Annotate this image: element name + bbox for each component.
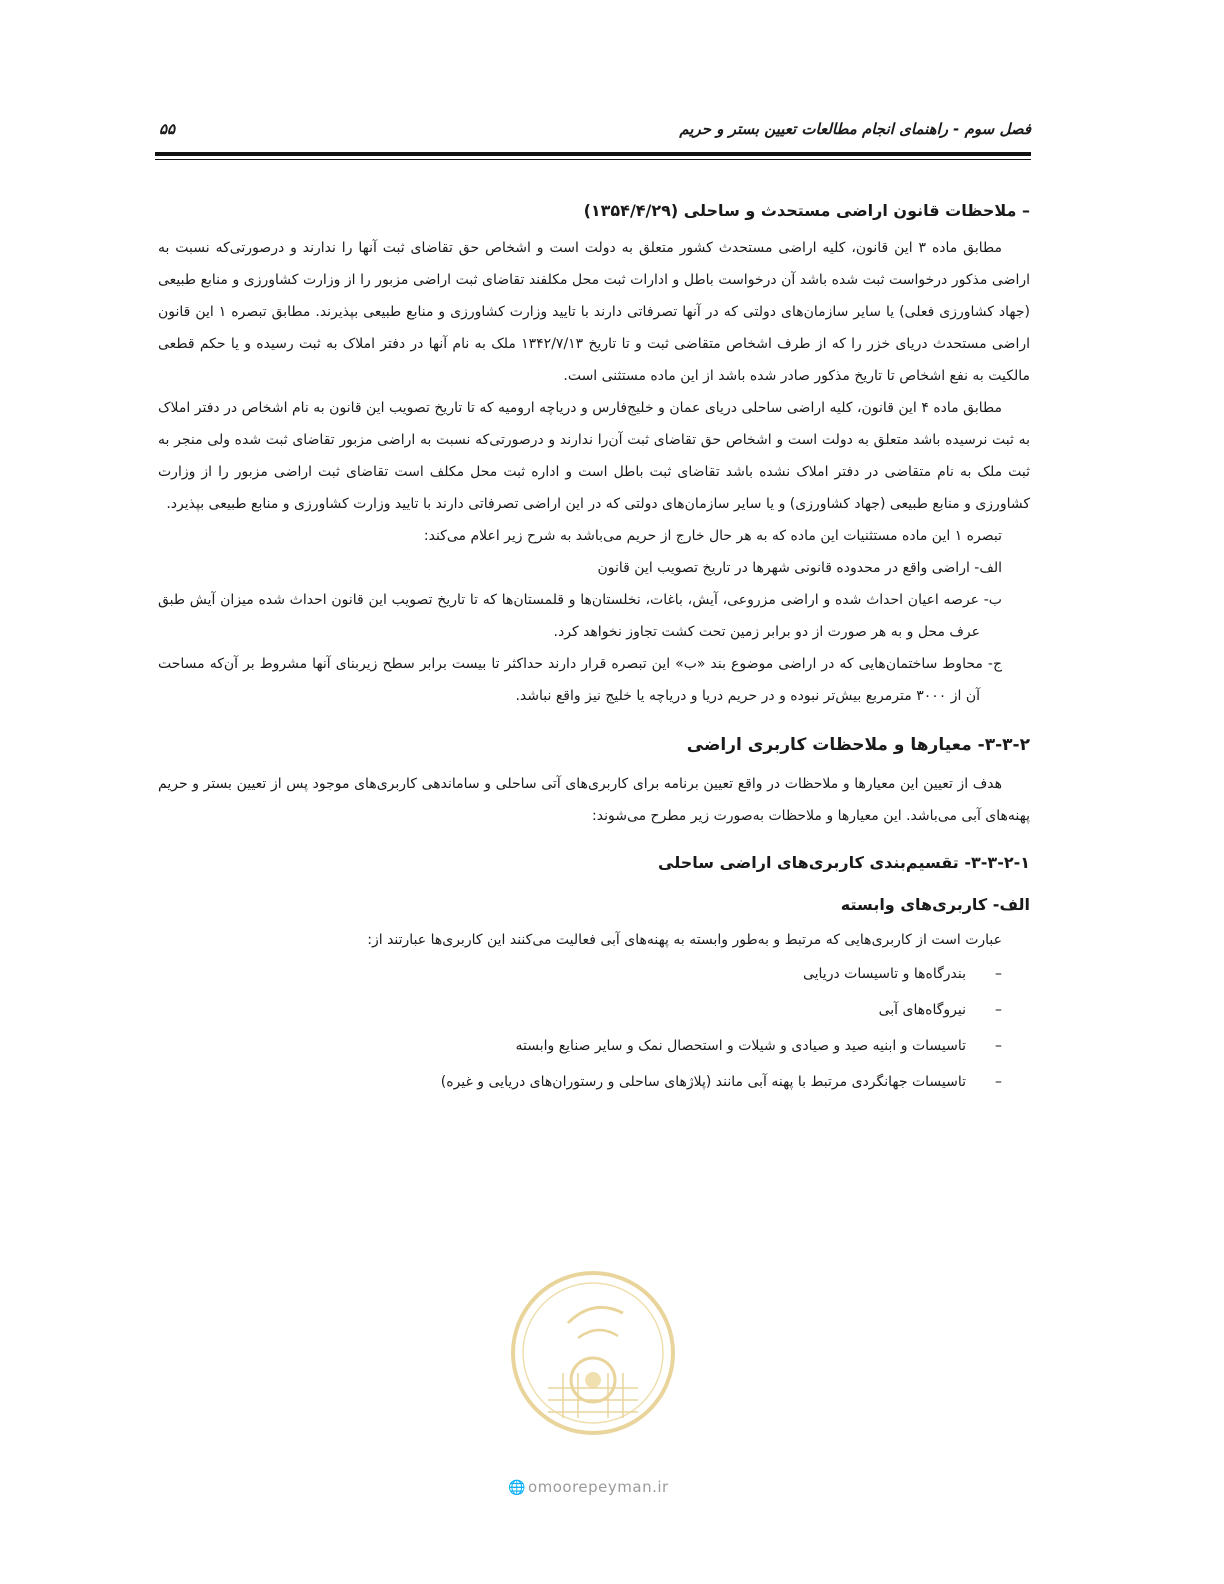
minor-heading: الف- کاربری‌های وابسته [840, 895, 1030, 914]
note-intro: تبصره ۱ این ماده مستثنیات این ماده که به هر حال خارج از حریم می‌باشد به شرح زیر اعلام می‌کند: [423, 528, 1002, 544]
paragraph-article-3: مطابق ماده ۳ این قانون، کلیه اراضی مستحدث کشور متعلق به دولت است و اشخاص حق تقاضای ثبت آنها را ندارند و درصورتی‌که نسبت به اراضی مذکور درخواست ثبت شده باشد آن درخواست باطل و ادارات ثبت محل مکلفند تقاضای ثبت اراضی مزبور را از وزارت کشاورزی و منابع طبیعی (جهاد کشاورزی فعلی) یا سایر سازمان‌های دولتی که در آنها تصرفاتی دارند با تایید وزارت کشاورزی و منابع طبیعی بپذیرند. مطابق تبصره ۱ این قانون اراضی مستحدث دریای خزر را که از طرف اشخاص متقاضی ثبت و تا تاریخ ۱۳۴۲/۷/۱۳ ملک به نام آنها در دفتر املاک به ثبت رسیده و یا حکم قطعی مالکیت به نفع اشخاص تا تاریخ مذکور صادر شده باشد از این ماده مستثنی است. [158, 240, 1030, 384]
list-item: – بندرگاه‌ها و تاسیسات دریایی [158, 956, 1002, 992]
dependent-uses-list [158, 956, 1030, 1100]
subsection-heading: ۳-۳-۲-۱- تقسیم‌بندی کاربری‌های اراضی ساحلی [658, 853, 1030, 872]
list-item: – تاسیسات و ابنیه صید و صیادی و شیلات و استحصال نمک و سایر صنایع وابسته [158, 1028, 1002, 1064]
bullet-marker: – [995, 1038, 1002, 1054]
globe-icon: 🌐 [508, 1480, 526, 1496]
list-item: – تاسیسات جهانگردی مرتبط با پهنه آبی مانند (پلاژهای ساحلی و رستوران‌های دریایی و غیره) [158, 1064, 1002, 1100]
page-body [158, 196, 1030, 1100]
header-rule-thin [155, 159, 1031, 160]
note-item-be: ب- عرصه اعیان احداث شده و اراضی مزروعی، آیش، باغات، نخلستان‌ها و قلمستان‌ها که تا تاریخ تصویب این قانون احداث شده میزان آیش طبق عرف محل و به هر صورت از دو برابر زمین تحت کشت تجاوز نخواهد کرد. [158, 592, 1002, 640]
chapter-title: فصل سوم - راهنمای انجام مطالعات تعیین بستر و حریم [679, 120, 1031, 138]
paragraph-dependent-uses: عبارت است از کاربری‌هایی که مرتبط و به‌طور وابسته به پهنه‌های آبی فعالیت می‌کنند این کاربری‌ها عبارتند از: [367, 932, 1002, 948]
watermark-url: 🌐 omoorepeyman.ir [508, 1478, 669, 1496]
watermark-logo-icon [508, 1268, 678, 1438]
law-heading: – ملاحظات قانون اراضی مستحدث و ساحلی (۱۳۵۴/۴/۲۹) [583, 201, 1030, 220]
section-heading: ۳-۳-۲- معیارها و ملاحظات کاربری اراضی [686, 735, 1030, 755]
bullet-marker: – [995, 1002, 1002, 1018]
paragraph-criteria: هدف از تعیین این معیارها و ملاحظات در واقع تعیین برنامه برای کاربری‌های آتی ساحلی و ساماندهی کاربری‌های موجود پس از تعیین بستر و حریم پهنه‌های آبی می‌باشد. این معیارها و ملاحظات به‌صورت زیر مطرح می‌شوند: [158, 776, 1030, 824]
page-header [155, 116, 1031, 146]
paragraph-article-4: مطابق ماده ۴ این قانون، کلیه اراضی ساحلی دریای عمان و خلیج‌فارس و دریاچه ارومیه که تا تاریخ تصویب این قانون به نام اشخاص در دفتر املاک به ثبت نرسیده باشد متعلق به دولت است و اشخاص حق تقاضای ثبت آن‌را ندارند و درصورتی‌که نسبت به اراضی مزبور تقاضای ثبت شده ولی منجر به ثبت ملک به نام متقاضی در دفتر املاک نشده باشد تقاضای ثبت باطل است و اداره ثبت محل مکلف است تقاضای ثبت اراضی مزبور را از وزارت کشاورزی و منابع طبیعی (جهاد کشاورزی) و یا سایر سازمان‌های دولتی که در این اراضی تصرفاتی دارند با تایید وزارت کشاورزی و منابع طبیعی بپذیرد. [158, 400, 1030, 512]
page-number: ۵۵ [159, 120, 176, 138]
bullet-marker: – [995, 1074, 1002, 1090]
bullet-marker: – [995, 966, 1002, 982]
note-item-je: ج- محاوط ساختمان‌هایی که در اراضی موضوع بند «ب» این تبصره قرار دارند حداکثر تا بیست برابر سطح زیربنای آنها مشروط بر آن‌که مساحت آن از ۳۰۰۰ مترمربع بیش‌تر نبوده و در حریم دریا و دریاچه یا خلیج نیز واقع نباشد. [158, 656, 1002, 704]
list-item: – نیروگاه‌های آبی [158, 992, 1002, 1028]
header-rule [155, 152, 1031, 156]
note-item-alef: الف- اراضی واقع در محدوده قانونی شهرها در تاریخ تصویب این قانون [597, 560, 1002, 576]
